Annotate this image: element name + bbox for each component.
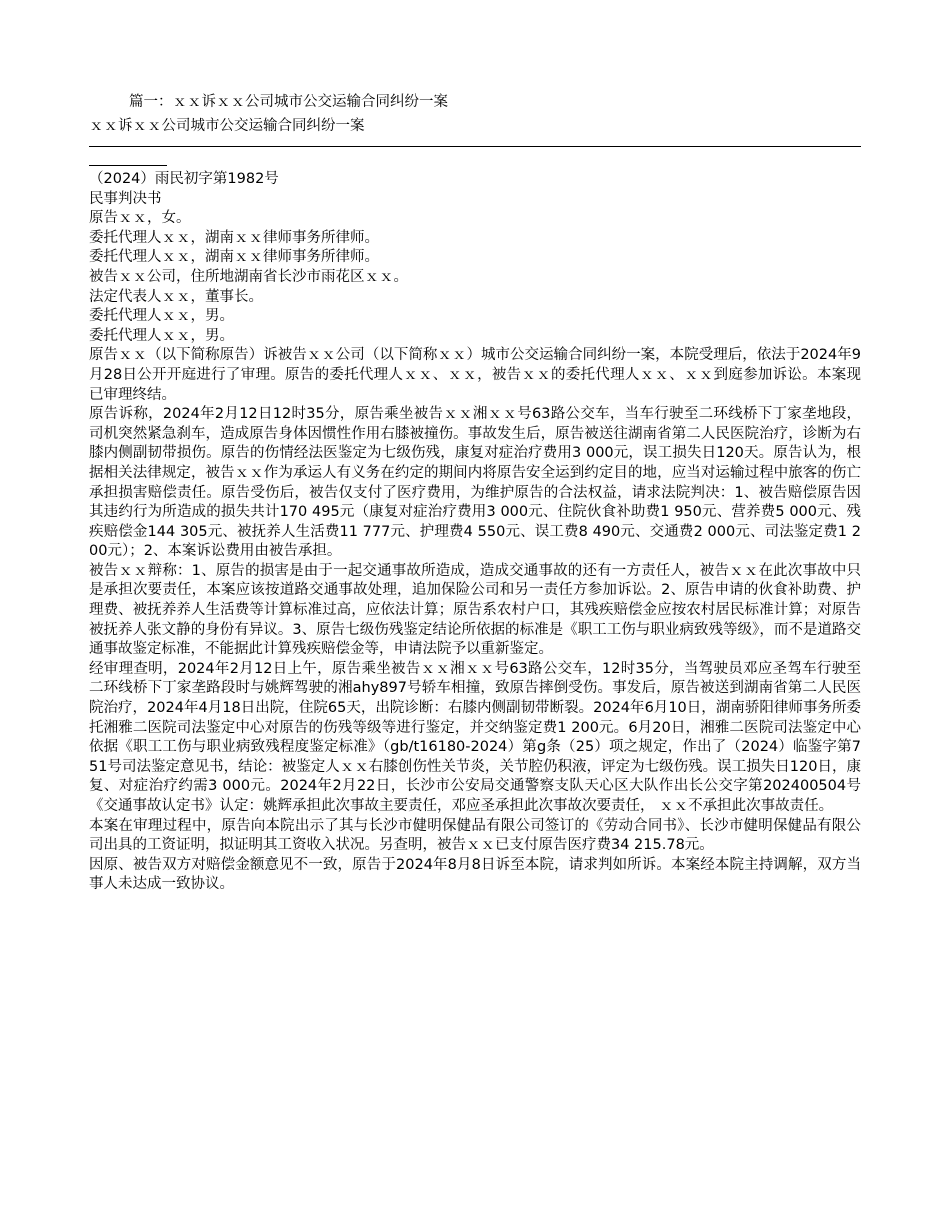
document-heading-1: 篇一：ｘｘ诉ｘｘ公司城市公交运输合同纠纷一案 — [129, 94, 448, 110]
paragraph: 法定代表人ｘｘ，董事长。 — [89, 288, 263, 305]
paragraph: 原告ｘｘ（以下简称原告）诉被告ｘｘ公司（以下简称ｘｘ）城市公交运输合同纠纷一案，本院受理后，依法于2024年9月28日公开开庭进行了审理。原告的委托代理人ｘｘ、ｘｘ，被告ｘｘ的委托代理人ｘｘ、ｘｘ到庭参加诉讼。本案现已审理终结。 — [89, 347, 861, 403]
document-page — [89, 90, 861, 895]
paragraph: 委托代理人ｘｘ，男。 — [89, 327, 234, 344]
paragraph: 经审理查明，2024年2月12日上午，原告乘坐被告ｘｘ湘ｘｘ号63路公交车，12时35分，当驾驶员邓应圣驾车行驶至二环线桥下丁家垄路段时与姚辉驾驶的湘ahy897号轿车相撞，致原告摔倒受伤。事发后，原告被送到湖南省第二人民医院治疗，2024年4月18日出院，住院65天，出院诊断：右膝内侧副韧带断裂。2024年6月10日，湖南骄阳律师事务所委托湘雅二医院司法鉴定中心对原告的伤残等级等进行鉴定，并交纳鉴定费1 200元。6月20日，湘雅二医院司法鉴定中心依据《职工工伤与职业病致残程度鉴定标准》（gb/t16180-2024）第g条（25）项之规定，作出了（2024）临鉴字第751号司法鉴定意见书，结论：被鉴定人ｘｘ右膝创伤性关节炎，关节腔仍积液，评定为七级伤残。误工损失日120日，康复、对症治疗约需3 000元。2024年2月22日，长沙市公安局交通警察支队天心区大队作出长公交字第202400504号《交通事故认定书》认定：姚辉承担此次事故主要责任，邓应圣承担此次事故次要责任， ｘｘ不承担此次事故责任。 — [89, 660, 861, 814]
short-rule — [89, 165, 167, 166]
paragraph: 委托代理人ｘｘ，湖南ｘｘ律师事务所律师。 — [89, 249, 379, 266]
paragraph: 原告ｘｘ，女。 — [89, 210, 191, 227]
document-heading-2: ｘｘ诉ｘｘ公司城市公交运输合同纠纷一案 — [89, 118, 365, 134]
paragraph: 原告诉称，2024年2月12日12时35分，原告乘坐被告ｘｘ湘ｘｘ号63路公交车，当车行驶至二环线桥下丁家垄地段，司机突然紧急刹车，造成原告身体因惯性作用右膝被撞伤。事故发生后，原告被送往湖南省第二人民医院治疗，诊断为右膝内侧副韧带损伤。原告的伤情经法医鉴定为七级伤残，康复对症治疗费用3 000元，误工损失日120天。原告认为，根据相关法律规定，被告ｘｘ作为承运人有义务在约定的期间内将原告安全运到约定目的地，应当对运输过程中旅客的伤亡承担损害赔偿责任。原告受伤后，被告仅支付了医疗费用，为维护原告的合法权益，请求法院判决：1、被告赔偿原告因其违约行为所造成的损失共计170 495元（康复对症治疗费用3 000元、住院伙食补助费1 950元、营养费5 000元、残疾赔偿金144 305元、被抚养人生活费11 777元、护理费4 550元、误工费8 490元、交通费2 000元、司法鉴定费1 200元）；2、本案诉讼费用由被告承担。 — [89, 406, 861, 560]
paragraph: 因原、被告双方对赔偿金额意见不一致，原告于2024年8月8日诉至本院，请求判如所诉。本案经本院主持调解，双方当事人未达成一致协议。 — [89, 856, 861, 893]
paragraph: 委托代理人ｘｘ，湖南ｘｘ律师事务所律师。 — [89, 229, 379, 246]
document-type: 民事判决书 — [89, 190, 162, 207]
document-body — [89, 170, 861, 895]
paragraph: 被告ｘｘ辩称：1、原告的损害是由于一起交通事故所造成，造成交通事故的还有一方责任人，被告ｘｘ在此次事故中只是承担次要责任，本案应该按道路交通事故处理，追加保险公司和另一责任方参加诉讼。2、原告申请的伙食补助费、护理费、被抚养养人生活费等计算标准过高，应依法计算；原告系农村户口，其残疾赔偿金应按农村居民标准计算；对原告被抚养人张文静的身份有异议。3、原告七级伤残鉴定结论所依据的标准是《职工工伤与职业病致残等级》，而不是道路交通事故鉴定标准，不能据此计算残疾赔偿金等，申请法院予以重新鉴定。 — [89, 562, 861, 658]
paragraph: 本案在审理过程中，原告向本院出示了其与长沙市健明保健品有限公司签订的《劳动合同书》、长沙市健明保健品有限公司出具的工资证明，拟证明其工资收入状况。另查明，被告ｘｘ已支付原告医疗费34 215.78元。 — [89, 817, 861, 854]
paragraph: 被告ｘｘ公司，住所地湖南省长沙市雨花区ｘｘ。 — [89, 268, 408, 285]
case-number: （2024）雨民初字第1982号 — [89, 171, 279, 187]
paragraph: 委托代理人ｘｘ，男。 — [89, 308, 234, 325]
horizontal-rule — [89, 146, 861, 147]
